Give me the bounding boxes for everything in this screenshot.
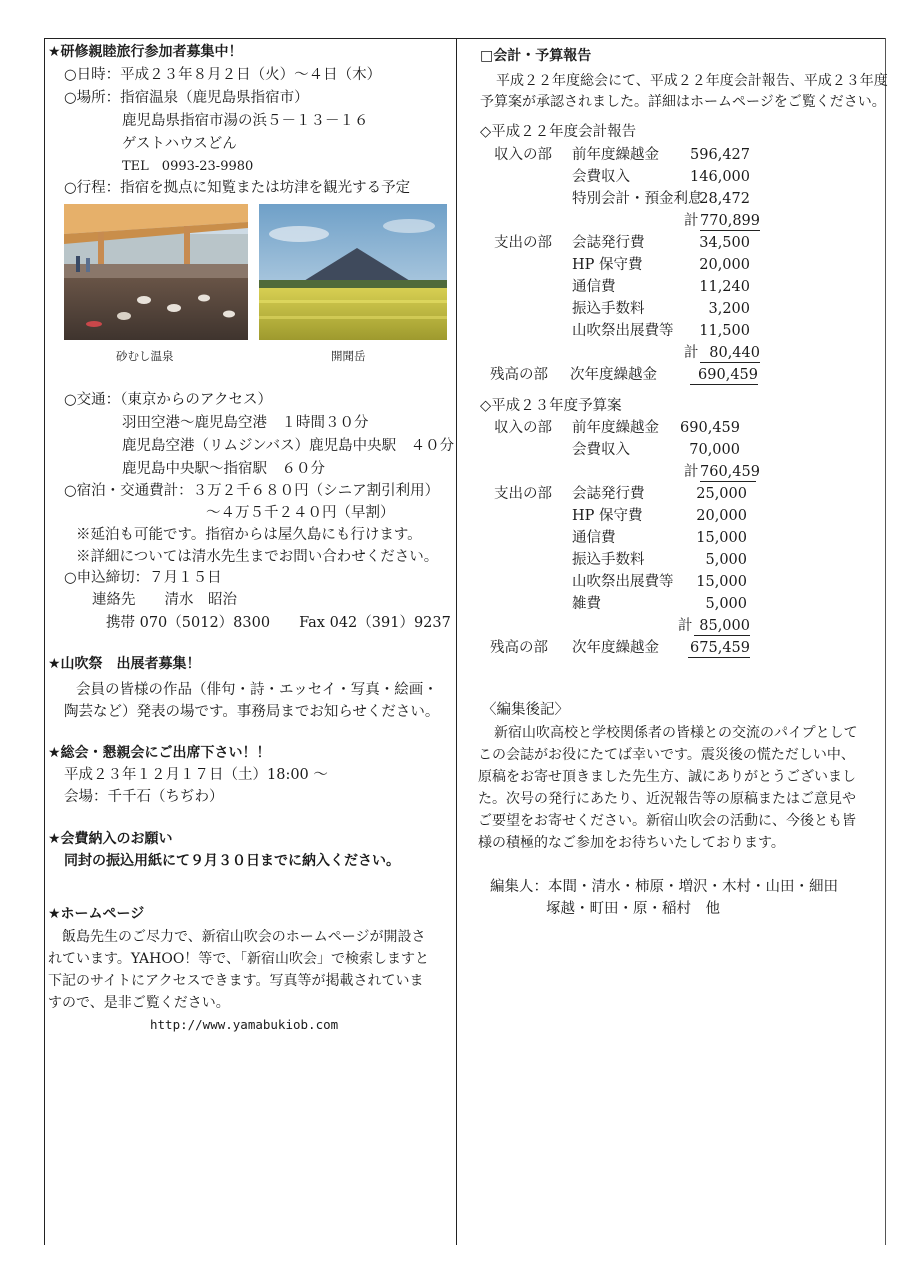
report-expense-item-label: 山吹祭出展費等 xyxy=(572,323,674,339)
budget-balance-label: 残高の部 xyxy=(490,640,548,656)
report-income-total: 770,899 xyxy=(700,213,760,229)
budget-expense-total: 85,000 xyxy=(694,616,750,636)
report-expense-item-value: 34,500 xyxy=(699,235,750,251)
budget-expense-item-label: 通信費 xyxy=(572,530,616,546)
transport-title: ○交通：（東京からのアクセス） xyxy=(64,392,272,408)
budget-expense-item-label: 山吹祭出展費等 xyxy=(572,574,674,590)
postscript-line-4: た。次号の発行にあたり、近況報告等の原稿またはご意見や xyxy=(478,791,856,807)
postscript-line-3: 原稿をお寄せ頂きました先生方、誠にありがとうございまし xyxy=(478,769,856,785)
report-income-item-label: 前年度繰越金 xyxy=(572,147,659,163)
homepage-line-4: すので、是非ご覧ください。 xyxy=(48,995,230,1011)
trip-date: ○日時：平成２３年８月２日（火）～４日（木） xyxy=(64,67,382,83)
report-income-item-label: 特別会計・預金利息 xyxy=(572,191,703,207)
mount-kaimon-photo xyxy=(259,204,447,340)
frame-top-rule xyxy=(44,38,886,39)
homepage-line-1: 飯島先生のご尽力で、新宿山吹会のホームページが開設さ xyxy=(62,929,426,945)
budget-expense-item-value: 5,000 xyxy=(705,596,747,612)
homepage-url[interactable]: http://www.yamabukiob.com xyxy=(150,1017,339,1032)
budget-balance-value: 675,459 xyxy=(688,638,750,658)
trip-tel: TEL 0993-23-9980 xyxy=(122,159,254,174)
report-expense-label: 支出の部 xyxy=(494,235,552,251)
fee-line: 同封の振込用紙にて９月３０日までに納入ください。 xyxy=(64,853,400,869)
report-expense-total-label: 計 xyxy=(684,345,699,361)
postscript-line-5: ご要望をお寄せください。新宿山吹会の活動に、今後とも皆 xyxy=(478,813,856,829)
note-line-1: ※延泊も可能です。指宿からは屋久島にも行けます。 xyxy=(76,527,422,543)
frame-right-rule xyxy=(885,38,886,1245)
frame-left-rule xyxy=(44,38,45,1245)
transport-line-1: 羽田空港～鹿児島空港 １時間３０分 xyxy=(122,415,369,431)
trip-address: 鹿児島県指宿市湯の浜５－１３－１６ xyxy=(122,113,369,129)
report-income-item-value: 596,427 xyxy=(690,147,750,163)
budget-heading: ◇平成２３年度予算案 xyxy=(480,398,622,414)
budget-income-item-value: 690,459 xyxy=(680,420,740,436)
budget-balance-item: 次年度繰越金 xyxy=(572,640,659,656)
budget-income-item-label: 会費収入 xyxy=(572,442,630,458)
trip-itinerary: ○行程：指宿を拠点に知覧または坊津を観光する予定 xyxy=(64,180,411,196)
budget-expense-item-label: 会誌発行費 xyxy=(572,486,645,502)
meeting-heading: ★総会・懇親会にご出席下さい！！ xyxy=(48,745,271,761)
report-expense-item-value: 11,500 xyxy=(699,323,750,339)
meeting-date: 平成２３年１２月１７日（土）18:00 ～ xyxy=(64,767,328,783)
transport-line-3: 鹿児島中央駅～指宿駅 ６０分 xyxy=(122,461,325,477)
report-expense-item-label: HP 保守費 xyxy=(572,257,643,273)
contact-person: 連絡先 清水 昭治 xyxy=(92,592,237,608)
budget-income-total-label: 計 xyxy=(684,464,699,480)
report-expense-item-value: 20,000 xyxy=(699,257,750,273)
budget-income-item-label: 前年度繰越金 xyxy=(572,420,659,436)
homepage-heading: ★ホームページ xyxy=(48,906,145,922)
budget-income-total: 760,459 xyxy=(700,464,760,480)
festival-line-2: 陶芸など）発表の場です。事務局までお知らせください。 xyxy=(64,704,440,720)
sand-bath-caption: 砂むし温泉 xyxy=(116,349,174,363)
cost-line-1: ○宿泊・交通費計：３万２千６８０円（シニア割引利用） xyxy=(64,483,440,499)
postscript-heading: 〈編集後記〉 xyxy=(482,702,569,718)
trip-heading: ★研修親睦旅行参加者募集中！ xyxy=(48,44,243,60)
report-income-item-value: 28,472 xyxy=(699,191,750,207)
mount-kaimon-caption: 開聞岳 xyxy=(331,349,366,363)
festival-line-1: 会員の皆様の作品（俳句・詩・エッセイ・写真・絵画・ xyxy=(76,682,438,698)
column-divider xyxy=(456,38,457,1245)
trip-venue: ゲストハウスどん xyxy=(122,136,237,152)
budget-expense-total-label: 計 xyxy=(678,618,693,634)
report-expense-item-label: 会誌発行費 xyxy=(572,235,645,251)
report-balance-item: 次年度繰越金 xyxy=(570,367,657,383)
editors-line-2: 塚越・町田・原・稲村 他 xyxy=(546,901,720,917)
transport-line-2: 鹿児島空港（リムジンバス）鹿児島中央駅 ４０分 xyxy=(122,438,455,454)
report-expense-item-label: 通信費 xyxy=(572,279,616,295)
budget-expense-item-label: HP 保守費 xyxy=(572,508,643,524)
accounting-intro-1: 平成２２年度総会にて、平成２２年度会計報告、平成２３年度 xyxy=(496,73,888,89)
report-heading: ◇平成２２年度会計報告 xyxy=(480,124,637,140)
sand-bath-photo xyxy=(64,204,248,340)
contact-phone: 携帯 070（5012）8300 Fax 042（391）9237 xyxy=(106,615,451,631)
budget-expense-item-value: 25,000 xyxy=(696,486,747,502)
budget-expense-item-value: 5,000 xyxy=(705,552,747,568)
report-balance-label: 残高の部 xyxy=(490,367,548,383)
report-expense-total: 80,440 xyxy=(700,343,760,363)
report-income-label: 収入の部 xyxy=(494,147,552,163)
accounting-heading: □会計・予算報告 xyxy=(480,48,592,64)
report-income-item-value: 146,000 xyxy=(690,169,750,185)
budget-income-label: 収入の部 xyxy=(494,420,552,436)
festival-heading: ★山吹祭 出展者募集！ xyxy=(48,656,201,672)
budget-expense-label: 支出の部 xyxy=(494,486,552,502)
postscript-line-1: 新宿山吹高校と学校関係者の皆様との交流のパイプとして xyxy=(494,725,858,741)
budget-expense-item-label: 雑費 xyxy=(572,596,601,612)
budget-income-item-value: 70,000 xyxy=(689,442,740,458)
postscript-line-6: 様の積極的なご参加をお待ちいたしております。 xyxy=(478,835,785,851)
report-income-item-label: 会費収入 xyxy=(572,169,630,185)
budget-expense-item-value: 20,000 xyxy=(696,508,747,524)
fee-heading: ★会費納入のお願い xyxy=(48,831,173,847)
postscript-line-2: この会誌がお役にたてば幸いです。震災後の慌ただしい中、 xyxy=(478,747,855,763)
cost-line-2: ～４万５千２４０円（早割） xyxy=(206,505,395,521)
meeting-venue: 会場：千千石（ちぢわ） xyxy=(64,789,224,805)
report-expense-item-label: 振込手数料 xyxy=(572,301,645,317)
report-expense-item-value: 3,200 xyxy=(708,301,750,317)
budget-expense-item-label: 振込手数料 xyxy=(572,552,645,568)
report-expense-item-value: 11,240 xyxy=(699,279,750,295)
deadline: ○申込締切：７月１５日 xyxy=(64,570,222,586)
homepage-line-3: 下記のサイトにアクセスできます。写真等が掲載されていま xyxy=(48,973,424,989)
budget-expense-item-value: 15,000 xyxy=(696,530,747,546)
homepage-line-2: れています。YAHOO！等で、「新宿山吹会」で検索しますと xyxy=(48,951,430,967)
editors-line-1: 編集人：本間・清水・柿原・増沢・木村・山田・細田 xyxy=(490,879,838,895)
note-line-2: ※詳細については清水先生までお問い合わせください。 xyxy=(76,549,439,565)
budget-expense-item-value: 15,000 xyxy=(696,574,747,590)
accounting-intro-2: 予算案が承認されました。詳細はホームページをご覧ください。 xyxy=(480,94,886,110)
report-balance-value: 690,459 xyxy=(690,365,758,385)
report-income-total-label: 計 xyxy=(684,213,699,229)
trip-place: ○場所：指宿温泉（鹿児島県指宿市） xyxy=(64,90,309,106)
